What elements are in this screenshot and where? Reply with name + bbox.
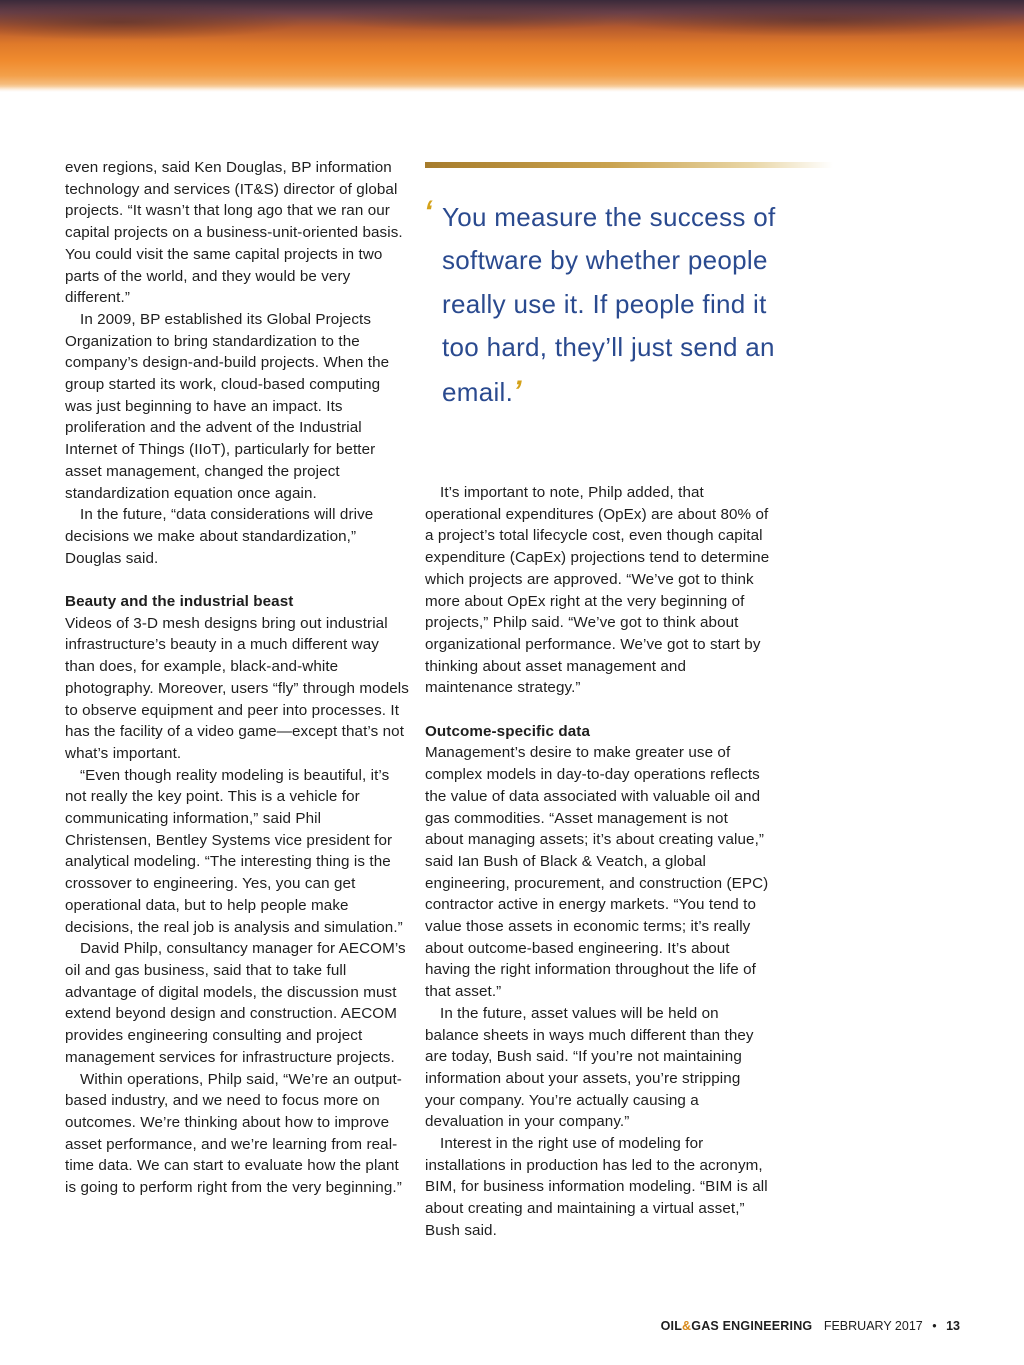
header-banner-fade	[0, 84, 1024, 98]
body-paragraph: Videos of 3-D mesh designs bring out industrial infrastructure’s beauty in a much different way than does, for example, black-and-white photography. Moreover, users “fly” through models to observe equipment and peer into processes. It has the facility of a video game—except that’s not what’s important.	[65, 614, 409, 762]
section-heading: Beauty and the industrial beast	[65, 593, 294, 611]
header-banner-image	[0, 0, 1024, 92]
page-number: 13	[946, 1319, 960, 1333]
magazine-name	[661, 1319, 813, 1333]
magazine-name-part2: GAS ENGINEERING	[691, 1319, 813, 1333]
magazine-name-part1: OIL	[660, 1319, 683, 1333]
body-paragraph: It’s important to note, Philp added, that operational expenditures (OpEx) are about 80% of a project’s total lifecycle cost, even though capital expenditure (CapEx) projections tend to determine which projects are approved. “We’ve got to think more about OpEx right at the very beginning of projects,” Philp said. “We’ve got to think about organizational performance. We’ve got to start by thinking about asset management and maintenance strategy.”	[425, 484, 770, 697]
pull-quote-rule	[425, 162, 833, 168]
body-paragraph: Management’s desire to make greater use of complex models in day-to-day operations reflects the value of data associated with valuable oil and gas commodities. “Asset management is not about managing assets; it’s about creating value,” said Ian Bush of Black & Veatch, a global engineering, procurement, and construction (EPC) contractor active in energy markets. “You tend to value those assets in economic terms; it’s really about outcome-based engineering. It’s about having the right information throughout the life of that asset.”	[425, 744, 769, 1001]
right-column	[425, 482, 770, 1242]
body-paragraph: In the future, asset values will be held on balance sheets in ways much different than they are today, Bush said. “If you’re not maintaining information about your assets, you’re stripping your company. You’re actually causing a devaluation in your company.”	[425, 1004, 754, 1131]
body-paragraph: In 2009, BP established its Global Projects Organization to bring standardization to the company’s design-and-build projects. When the group started its work, cloud-based computing was just beginning to have an impact. Its proliferation and the advent of the Industrial Internet of Things (IIoT), particularly for better asset management, changed the project standardization equation once again.	[65, 310, 390, 502]
section-heading: Outcome-specific data	[425, 722, 590, 740]
left-column	[65, 157, 410, 1199]
body-paragraph: David Philp, consultancy manager for AECOM’s oil and gas business, said that to take full advantage of digital models, the discussion must extend beyond design and construction. AECOM provides engineering consulting and project management services for infrastructure projects.	[65, 940, 406, 1066]
body-paragraph: “Even though reality modeling is beautiful, it’s not really the key point. This is a vehicle for communicating information,” said Phil Christensen, Bentley Systems vice president for analytical modeling. “The interesting thing is the crossover to engineering. Yes, you can get operational data, but to help people make decisions, the real job is analysis and simulation.”	[65, 766, 403, 936]
pull-quote	[424, 195, 787, 414]
body-paragraph: Within operations, Philp said, “We’re an output-based industry, and we need to focus more on outcomes. We’re thinking about how to improve asset performance, and we’re learning from real-time data. We can start to evaluate how the plant is going to perform right from the very beginning.”	[65, 1070, 402, 1197]
footer-separator: •	[932, 1319, 937, 1333]
body-paragraph: Interest in the right use of modeling for installations in production has led to the acronym, BIM, for business information modeling. “BIM is all about creating and maintaining a virtual asset,” Bush said.	[425, 1135, 768, 1239]
body-paragraph: In the future, “data considerations will drive decisions we make about standardization,” Douglas said.	[65, 506, 374, 567]
quote-open-mark: ‘	[424, 195, 433, 228]
body-paragraph: even regions, said Ken Douglas, BP information technology and services (IT&S) director of global projects. “It wasn’t that long ago that we ran our capital projects on a business-unit-oriented basis. You could visit the same capital projects in two parts of the world, and they would be very different.”	[65, 159, 403, 307]
quote-close-mark: ’	[513, 374, 522, 408]
issue-date: FEBRUARY 2017	[823, 1319, 923, 1333]
pull-quote-text: You measure the success of software by whether people really use it. If people find it too hard, they’ll just send an email.	[442, 202, 776, 407]
page-footer	[661, 1317, 960, 1335]
magazine-name-amp: &	[682, 1319, 692, 1333]
